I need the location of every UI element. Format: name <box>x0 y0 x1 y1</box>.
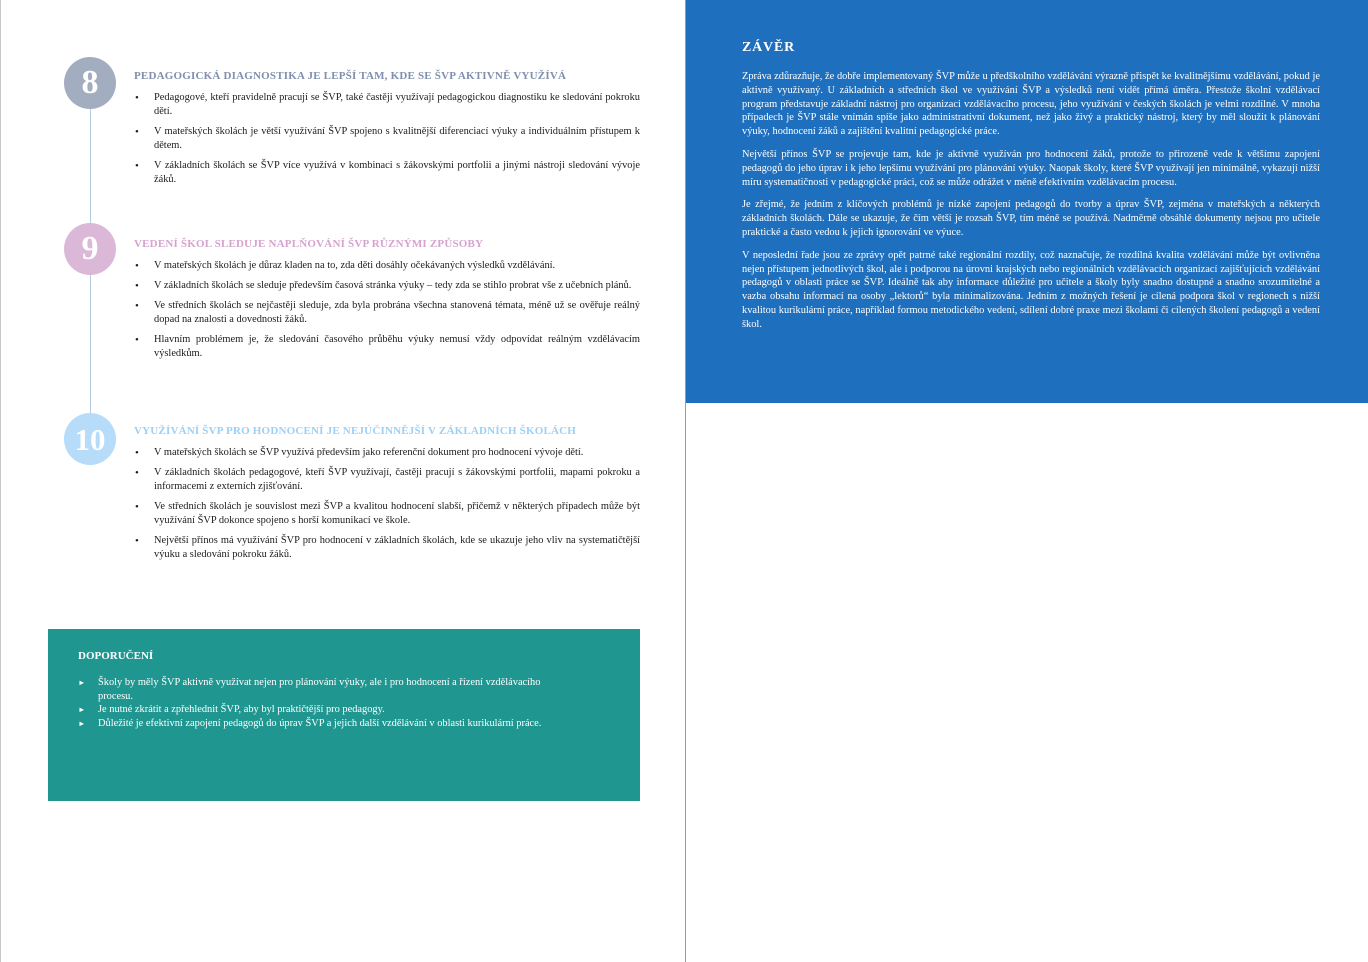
conclusion-title: ZÁVĚR <box>742 40 796 55</box>
section-number: 10 <box>74 421 106 457</box>
bullet-item: • V mateřských školách je důraz kladen na to, zda děti dosáhly očekávaných výsledků vzdělávání. <box>134 259 640 273</box>
bullet-item: • V základních školách pedagogové, kteří ŠVP využívají, častěji pracují s žákovskými portfolii, mapami pokroku a informacemi z externích zjišťování. <box>134 466 640 494</box>
conclusion-box <box>686 0 1368 403</box>
bullet-item: • V mateřských školách je větší využívání ŠVP spojeno s kvalitnější diferenciací výuky a individuálním přístupem k dětem. <box>134 125 640 153</box>
finding-section-8 <box>134 70 640 193</box>
section-number: 9 <box>81 230 99 267</box>
section-title: PEDAGOGICKÁ DIAGNOSTIKA JE LEPŠÍ TAM, KDE SE ŠVP AKTIVNĚ VYUŽÍVÁ <box>134 70 567 82</box>
bullet-item: • Ve středních školách je souvislost mezi ŠVP a kvalitou hodnocení slabší, přičemž v některých případech může být využívání ŠVP dokonce spojeno s horší komunikací ve škole. <box>134 500 640 528</box>
section-number-badge <box>64 223 116 275</box>
conclusion-paragraph: Největší přínos ŠVP se projevuje tam, kde je aktivně využíván pro hodnocení žáků, protože to přirozeně vede k většímu zapojení pedagogů do jeho úprav i k jeho lepšímu využívání pro plánování výuky. Naopak školy, které ŠVP využívají jen minimálně, vykazují nižší míru systematičnosti v pedagogické práci, což se může odrážet v méně efektivním vzdělávacím procesu. <box>742 148 1320 188</box>
bullet-item: • V mateřských školách se ŠVP využívá především jako referenční dokument pro hodnocení vývoje dětí. <box>134 446 640 460</box>
finding-section-9 <box>134 238 640 367</box>
bullet-list <box>134 446 640 562</box>
conclusion-paragraph: Zpráva zdůrazňuje, že dobře implementovaný ŠVP může u předškolního vzdělávání výrazně přispět ke kvalitnějšímu vzdělávání, pokud je aktivně využívaný. U základních a středních škol ve využívání ŠVP a výsledků není vidět přímá úměra. Přestože školní vzdělávací program představuje základní nástroj pro organizaci vzdělávacího procesu, jeho využívání v českých školách je velmi rozdílné. V mnoha případech je ŠVP stále vnímán spíše jako administrativní dokument, než jako živý a praktický nástroj, který by měl sloužit k plánování výuky, hodnocení žáků a zajištění kvalitní pedagogické práce. <box>742 71 1320 138</box>
finding-section-10 <box>134 425 640 568</box>
bullet-item: • V základních školách se ŠVP více využívá v kombinaci s žákovskými portfolii a jinými nástroji sledování vývoje žáků. <box>134 159 640 187</box>
bullet-list <box>134 259 640 361</box>
recommendation-item: ► Je nutné zkrátit a zpřehlednit ŠVP, aby byl praktičtější pro pedagogy. <box>78 703 558 717</box>
section-number-badge <box>64 57 116 109</box>
recommendations-title: DOPORUČENÍ <box>78 650 154 662</box>
conclusion-paragraph: V neposlední řade jsou ze zprávy opět patrné také regionální rozdíly, což naznačuje, že rozdílná kvalita vzdělávání může být ovlivněna nejen přístupem jednotlivých škol, ale i podporou na úrovni krajských nebo regionálních vzdělávacích organizací zajišťujících vzdělávání pedagogů v oblasti práce se ŠVP. Ideálně tak aby informace důležité pro učitele a školy byly snadno dostupné a snadno srozumitelné a vazba obsahu informací na osoby „lektorů“ byla minimalizována. Jedním z možných řešení je cílená podpora škol v regionech s nižší kvalitou kurikulární práce, například formou metodického vedení, sdílení dobré praxe mezi školami či cílených školení pedagogů a vedení škol. <box>742 249 1320 330</box>
bullet-item: • Pedagogové, kteří pravidelně pracují se ŠVP, také častěji využívají pedagogickou diagnostiku ke sledování pokroku dětí. <box>134 91 640 119</box>
recommendation-item: ► Školy by měly ŠVP aktivně využívat nejen pro plánování výuky, ale i pro hodnocení a řízení vzdělávacího procesu. <box>78 676 558 703</box>
bullet-item: • V základních školách se sleduje především časová stránka výuky – tedy zda se stihlo probrat vše z učebních plánů. <box>134 279 640 293</box>
bullet-item: • Ve středních školách se nejčastěji sleduje, zda byla probrána všechna stanovená témata, méně už se ověřuje reálný dopad na znalosti a dovednosti žáků. <box>134 299 640 327</box>
bullet-item: • Největší přínos má využívání ŠVP pro hodnocení v základních školách, kde se ukazuje jeho vliv na systematičtější výuku a sledování pokroku žáků. <box>134 534 640 562</box>
bullet-list <box>134 91 640 187</box>
conclusion-paragraph: Je zřejmé, že jedním z klíčových problémů je nízké zapojení pedagogů do tvorby a úprav ŠVP, zejména v mateřských a některých základních školách. Dále se ukazuje, že čím větší je rozsah ŠVP, tím méně se používá. Nadměrně obsáhlé dokumenty nejsou pro učitele praktické a často vedou k jejich ignorování ve výuce. <box>742 199 1320 238</box>
bullet-item: • Hlavním problémem je, že sledování časového průběhu výuky nemusí vždy odpovídat reálným vzdělávacím výsledkům. <box>134 333 640 361</box>
section-title: VEDENÍ ŠKOL SLEDUJE NAPLŇOVÁNÍ ŠVP RŮZNÝMI ZPŮSOBY <box>134 238 484 250</box>
recommendations-box <box>48 629 640 801</box>
recommendation-item: ► Důležité je efektivní zapojení pedagogů do úprav ŠVP a jejich další vzdělávání v oblasti kurikulární práce. <box>78 717 558 731</box>
section-title: VYUŽÍVÁNÍ ŠVP PRO HODNOCENÍ JE NEJÚČINNĚJŠÍ V ZÁKLADNÍCH ŠKOLÁCH <box>134 425 577 437</box>
section-number-badge <box>64 413 116 465</box>
recommendations-list <box>78 676 558 730</box>
section-number: 8 <box>81 64 99 101</box>
